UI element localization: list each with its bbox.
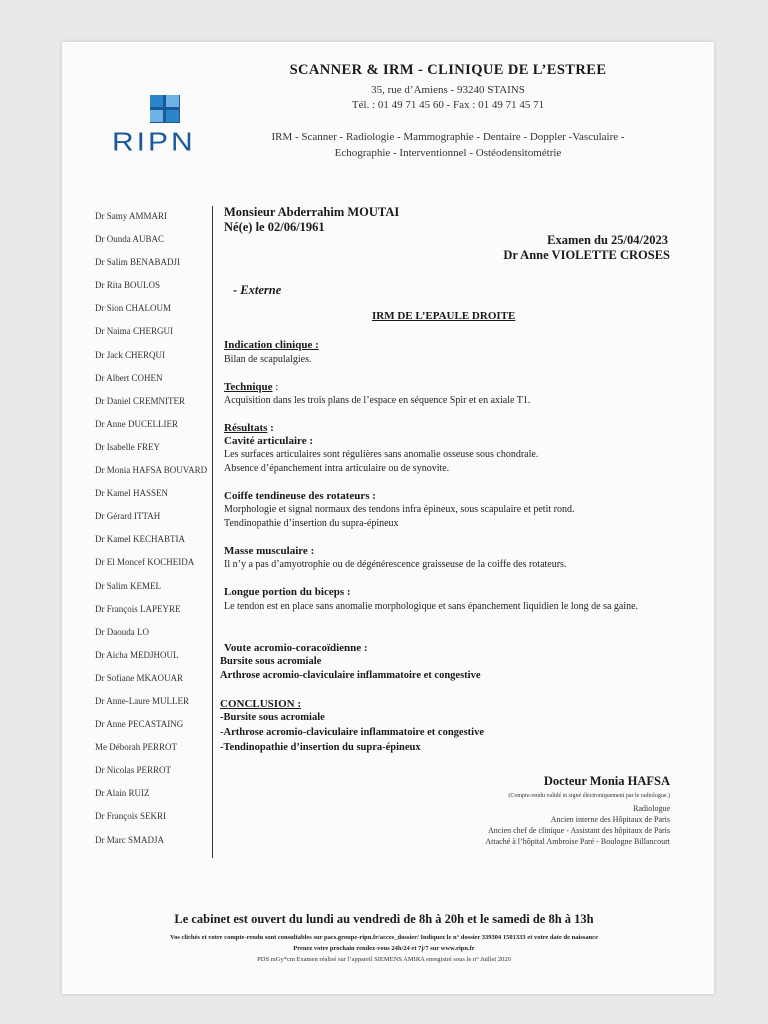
coiffe-text-2: Tendinopathie d’insertion du supra-épineux [224,518,399,529]
doctors-list [95,211,210,858]
conclusion-item: -Bursite sous acromiale [220,712,325,723]
masse-title: Masse musculaire : [224,545,315,557]
cavite-text-2: Absence d’épanchement intra articulaire ou de synovite. [224,463,450,474]
column-divider [212,206,213,858]
exam-date: Examen du 25/04/2023 [547,233,668,247]
footer-access: Vos clichés et votre compte-rendu sont consultables sur pacs.groupe-ripn.fr/acces_dossier/ Indiquez le n° dossier 339304 1501333 et votre date de naissance [170,934,598,941]
clinic-services [240,129,656,161]
conclusion-item: -Arthrose acromio-claviculaire inflammatoire et congestive [220,727,484,738]
doctor-name: Dr Daouda LO [95,626,149,637]
doctor-name: Dr Sofiane MKAOUAR [95,672,183,683]
technique-text: Acquisition dans les trois plans de l’espace en séquence Spir et en axiale T1. [224,395,531,406]
doctor-name: Dr Albert COHEN [95,372,163,383]
doctor-name: Dr Jack CHERQUI [95,349,165,360]
doctor-name: Dr Anne-Laure MULLER [95,695,189,706]
doctor-name: Me Déborah PERROT [95,742,177,753]
doctor-name: Dr Rita BOULOS [95,280,160,291]
doctor-name: Dr Kamel KECHABTIA [95,534,185,545]
doctor-name: Dr Salim KEMEL [95,580,161,591]
doctor-name: Dr Anne PECASTAING [95,719,184,730]
doctor-name: Dr Isabelle FREY [95,441,160,452]
footer-appointment: Prenez votre prochain rendez-vous 24h/24 et 7j/7 sur www.ripn.fr [293,945,475,952]
signature-name: Docteur Monia HAFSA [543,774,670,788]
doctor-name: Dr Gérard ITTAH [95,511,161,522]
doctor-name: Dr Marc SMADJA [95,834,164,845]
biceps-title: Longue portion du biceps : [224,586,351,598]
doctor-name: Dr François SEKRI [95,811,166,822]
technique-colon: : [272,381,279,393]
masse-text: Il n’y a pas d’amyotrophie ou de dégénérescence graisseuse de la coiffe des rotateurs. [224,559,567,570]
clinic-name: SCANNER & IRM - CLINIQUE DE L’ESTREE [289,62,607,78]
results-colon: : [267,422,274,434]
opening-hours: Le cabinet est ouvert du lundi au vendredi de 8h à 20h et le samedi de 8h à 13h [174,912,594,926]
doctor-name: Dr Naima CHERGUI [95,326,173,337]
doctor-name: Dr Sion CHALOUM [95,303,172,314]
services-line-1: IRM - Scanner - Radiologie - Mammographie - Dentaire - Doppler -Vasculaire - [271,131,625,143]
doctor-name: Dr Nicolas PERROT [95,765,171,776]
doctor-name: Dr Anne DUCELLIER [95,418,178,429]
voute-line-1: Bursite sous acromiale [220,656,322,667]
exam-doctor: Dr Anne VIOLETTE CROSES [503,248,670,262]
doctor-name: Dr Aicha MEDJHOUL [95,649,179,660]
results-heading [224,422,274,434]
coiffe-text-1: Morphologie et signal normaux des tendons infra épineux, sous scapulaire et petit rond. [224,504,575,515]
signature-line-2: Ancien chef de clinique - Assistant des hôpitaux de Paris [488,826,670,835]
doctor-name: Dr El Moncef KOCHEIDA [95,557,195,568]
indication-title: Indication clinique : [224,339,319,351]
voute-title: Voute acromio-coracoïdienne : [224,642,368,654]
logo-mark-icon [150,95,180,123]
doctor-name: Dr Daniel CREMNITER [95,395,185,406]
doctor-name: Dr Alain RUIZ [95,788,150,799]
doctor-name: Dr Samy AMMARI [95,211,168,221]
technique-heading [224,381,278,393]
voute-line-2: Arthrose acromio-claviculaire inflammatoire et congestive [220,670,481,681]
signature-note: (Compte-rendu validé et signé électroniquement par le radiologue.) [508,793,670,799]
cavite-title: Cavité articulaire : [224,435,313,447]
signature-line-1: Ancien interne des Hôpitaux de Paris [550,815,670,824]
coiffe-title: Coiffe tendineuse des rotateurs : [224,490,376,502]
conclusion-item: -Tendinopathie d’insertion du supra-épineux [220,742,421,753]
patient-dob: Né(e) le 02/06/1961 [224,220,325,234]
doctor-name: Dr Ounda AUBAC [95,234,164,245]
indication-text: Bilan de scapulalgies. [224,354,312,365]
doctor-name: Dr Kamel HASSEN [95,488,168,499]
footer-dose: PDS mGy*cm Examen réalisé sur l’appareil SIEMENS AMIRA enregistré sous le n° Juillet 2020 [257,956,511,963]
doctor-name: Dr Monia HAFSA BOUVARD [95,465,208,476]
clinic-address: 35, rue d’Amiens - 93240 STAINS [371,84,525,96]
exam-title: IRM DE L’EPAULE DROITE [372,310,516,322]
signature-line-3: Attaché à l’hôpital Ambroise Paré - Boulogne Billancourt [485,837,670,846]
cavite-text-1: Les surfaces articulaires sont régulières sans anomalie osseuse sous chondrale. [224,449,539,460]
clinic-phone: Tél. : 01 49 71 45 60 - Fax : 01 49 71 45 71 [351,99,545,111]
biceps-text: Le tendon est en place sans anomalie morphologique et sans épanchement liquidien le long de sa gaine. [224,601,639,612]
patient-status: - Externe [233,283,282,297]
signature-role: Radiologue [633,804,670,813]
logo-text: RIPN [112,128,196,157]
results-title: Résultats [224,422,268,434]
technique-title: Technique [224,381,273,393]
patient-name: Monsieur Abderrahim MOUTAI [224,205,400,219]
doctor-name: Dr François LAPEYRE [95,603,181,614]
services-line-2: Echographie - Interventionnel - Ostéodensitométrie [334,147,562,159]
conclusion-title: CONCLUSION : [220,698,301,710]
doctor-name: Dr Salim BENABADJI [95,257,180,268]
